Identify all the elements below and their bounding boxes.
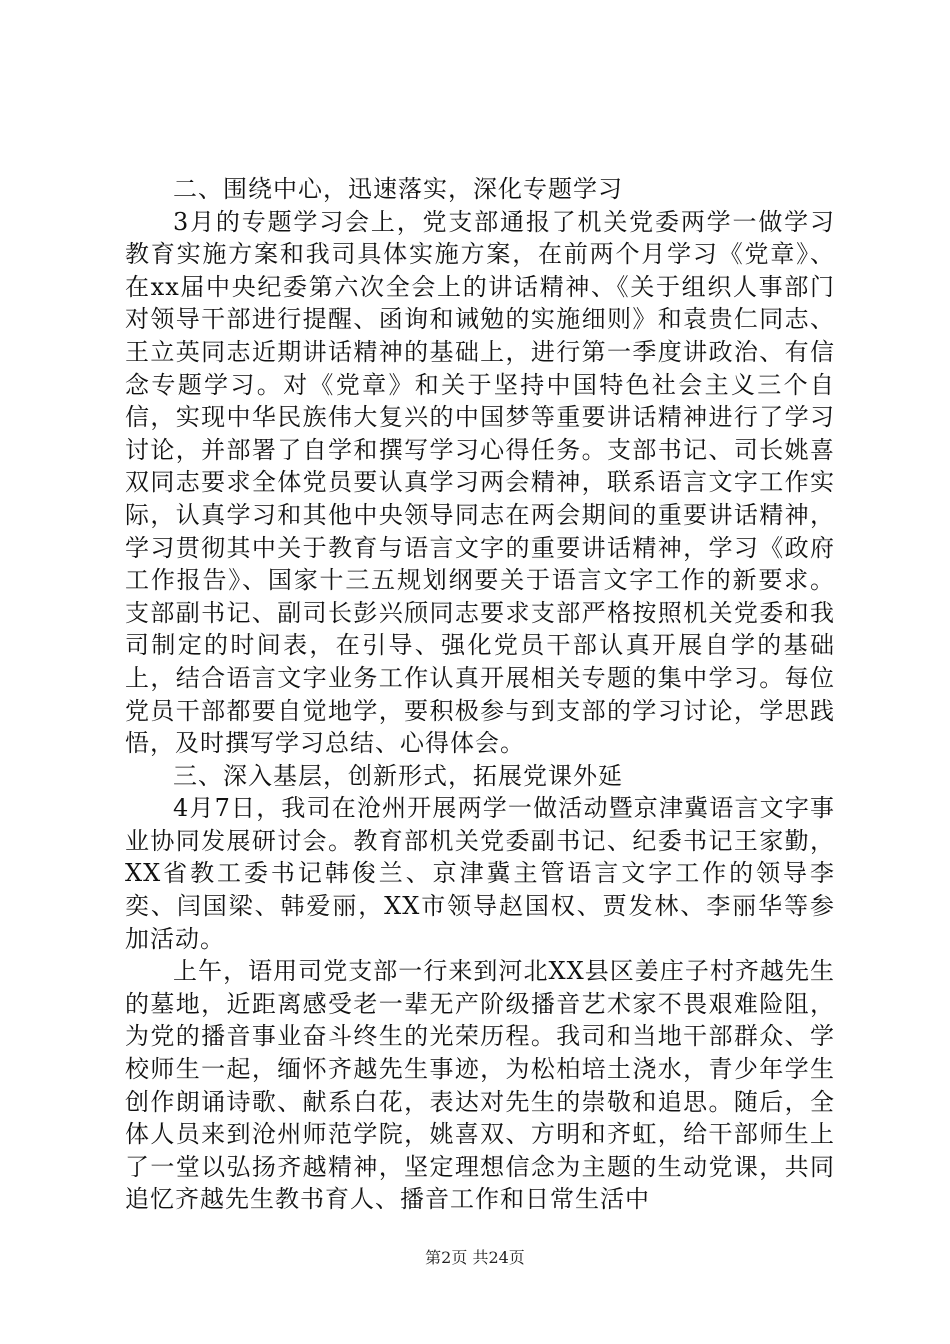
body-paragraph: 3月的专题学习会上，党支部通报了机关党委两学一做学习教育实施方案和我司具体实施方案，在前两个月学习《党章》、在xx届中央纪委第六次全会上的讲话精神、《关于组织人事部门对领导干部进行提醒、函询和诫勉的实施细则》和袁贵仁同志、王立英同志近期讲话精神的基础上，进行第一季度讲政治、有信念专题学习。对《党章》和关于坚持中国特色社会主义三个自信，实现中华民族伟大复兴的中国梦等重要讲话精神进行了学习讨论，并部署了自学和撰写学习心得任务。支部书记、司长姚喜双同志要求全体党员要认真学习两会精神，联系语言文字工作实际，认真学习和其他中央领导同志在两会期间的重要讲话精神，学习贯彻其中关于教育与语言文字的重要讲话精神，学习《政府工作报告》、国家十三五规划纲要关于语言文字工作的新要求。支部副书记、副司长彭兴颀同志要求支部严格按照机关党委和我司制定的时间表，在引导、强化党员干部认真开展自学的基础上，结合语言文字业务工作认真开展相关专题的集中学习。每位党员干部都要自觉地学，要积极参与到支部的学习讨论，学思践悟，及时撰写学习总结、心得体会。 [125,207,835,758]
page-number-footer: 第2页 共24页 [425,1248,525,1267]
section-heading: 二、围绕中心，迅速落实，深化专题学习 [173,175,623,203]
body-paragraph: 4月7日，我司在沧州开展两学一做活动暨京津冀语言文字事业协同发展研讨会。教育部机关党委副书记、纪委书记王家勤，XX省教工委书记韩俊兰、京津冀主管语言文字工作的领导李奕、闫国梁、韩爱丽，XX市领导赵国权、贾发林、李丽华等参加活动。 [125,794,835,953]
section-heading: 三、深入基层，创新形式，拓展党课外延 [173,761,623,790]
body-paragraph: 上午，语用司党支部一行来到河北XX县区姜庄子村齐越先生的墓地，近距离感受老一辈无产阶级播音艺术家不畏艰难险阻，为党的播音事业奋斗终生的光荣历程。我司和当地干部群众、学校师生一起，缅怀齐越先生事迹，为松柏培土浇水，青少年学生创作朗诵诗歌、献系白花，表达对先生的崇敬和追思。随后，全体人员来到沧州师范学院，姚喜双、方明和齐虹，给干部师生上了一堂以弘扬齐越精神，坚定理想信念为主题的生动党课，共同追忆齐越先生教书育人、播音工作和日常生活中 [125,957,835,1214]
document-body [125,173,835,1216]
